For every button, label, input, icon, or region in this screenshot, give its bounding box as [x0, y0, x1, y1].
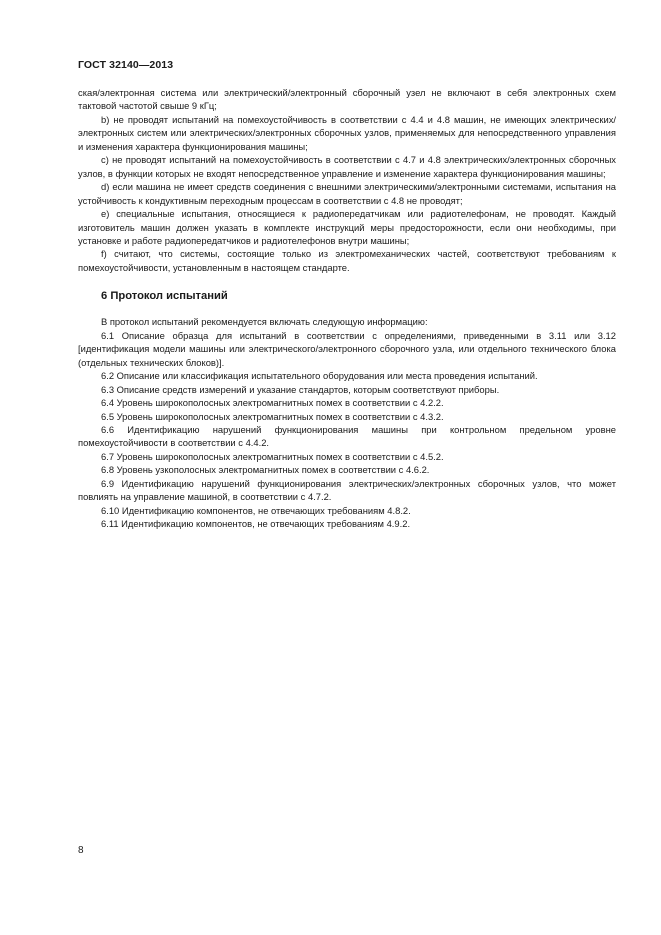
- clause-6-5: 6.5 Уровень широкополосных электромагнитных помех в соответствии с 4.3.2.: [101, 410, 444, 422]
- clause-6-3: 6.3 Описание средств измерений и указание стандартов, которым соответствуют приборы.: [101, 383, 500, 395]
- clause-6-7: 6.7 Уровень широкополосных электромагнитных помех в соответствии с 4.5.2.: [101, 450, 444, 462]
- section-heading: 6 Протокол испытаний: [101, 290, 228, 303]
- document-header: ГОСТ 32140—2013: [78, 59, 174, 71]
- clause-6-11: 6.11 Идентификацию компонентов, не отвечающих требованиям 4.9.2.: [101, 518, 411, 530]
- section-intro: В протокол испытаний рекомендуется включать следующую информацию:: [101, 316, 428, 328]
- clause-6-9: 6.9 Идентификацию нарушений функционирования электрических/электронных сборочных узлов, что может повлиять на управление машиной, в соответствии с 4.7.2.: [78, 477, 616, 503]
- list-item-e: e) специальные испытания, относящиеся к радиопередатчикам или радиотелефонам, не проводят. Каждый изготовитель машин должен указать в комплекте инструкций меры предосторожности, если они необходимы, при установке и работе радиопередатчиков и радиотелефонов внутри машины;: [78, 208, 616, 246]
- clause-6-8: 6.8 Уровень узкополосных электромагнитных помех в соответствии с 4.6.2.: [101, 464, 430, 476]
- page-number: 8: [78, 845, 84, 856]
- clause-6-2: 6.2 Описание или классификация испытательного оборудования или места проведения испытаний.: [101, 370, 538, 382]
- list-item-b: b) не проводят испытаний на помехоустойчивость в соответствии с 4.4 и 4.8 машин, не имеющих электрических/электронных систем или электрических/электронных сборочных узлов, применяемых для непосредственного управления и изменения характера функционирования машины;: [78, 113, 616, 152]
- clause-6-1: 6.1 Описание образца для испытаний в соответствии с определениями, приведенными в 3.11 или 3.12 [идентификация модели машины или электрического/электронного сборочного узла, или отдельного технического блока (отдельных технических блоков)].: [78, 329, 616, 368]
- clause-6-6: 6.6 Идентификацию нарушений функционирования машины при контрольном предельном уровне помехоустойчивости в соответствии с 4.4.2.: [78, 423, 616, 449]
- clause-6-10: 6.10 Идентификацию компонентов, не отвечающих требованиям 4.8.2.: [101, 504, 411, 516]
- paragraph-continuation: ская/электронная система или электрический/электронный сборочный узел не включают в себя электронных схем тактовой частотой свыше 9 кГц;: [78, 87, 616, 112]
- list-item-c: c) не проводят испытаний на помехоустойчивость в соответствии с 4.7 и 4.8 электрических/электронных сборочных узлов, в функции которых не входят непосредственное управление и изменение характера функционирования машины;: [78, 154, 616, 179]
- list-item-d: d) если машина не имеет средств соединения с внешними электрическими/электронными системами, испытания на устойчивость к кондуктивным переходным процессам в соответствии с 4.8 не проводят;: [78, 181, 616, 206]
- document-body: [78, 86, 616, 531]
- clause-6-4: 6.4 Уровень широкополосных электромагнитных помех в соответствии с 4.2.2.: [101, 397, 444, 409]
- list-item-f: f) считают, что системы, состоящие только из электромеханических частей, соответствуют требованиям к помехоустойчивости, установленным в настоящем стандарте.: [78, 248, 616, 273]
